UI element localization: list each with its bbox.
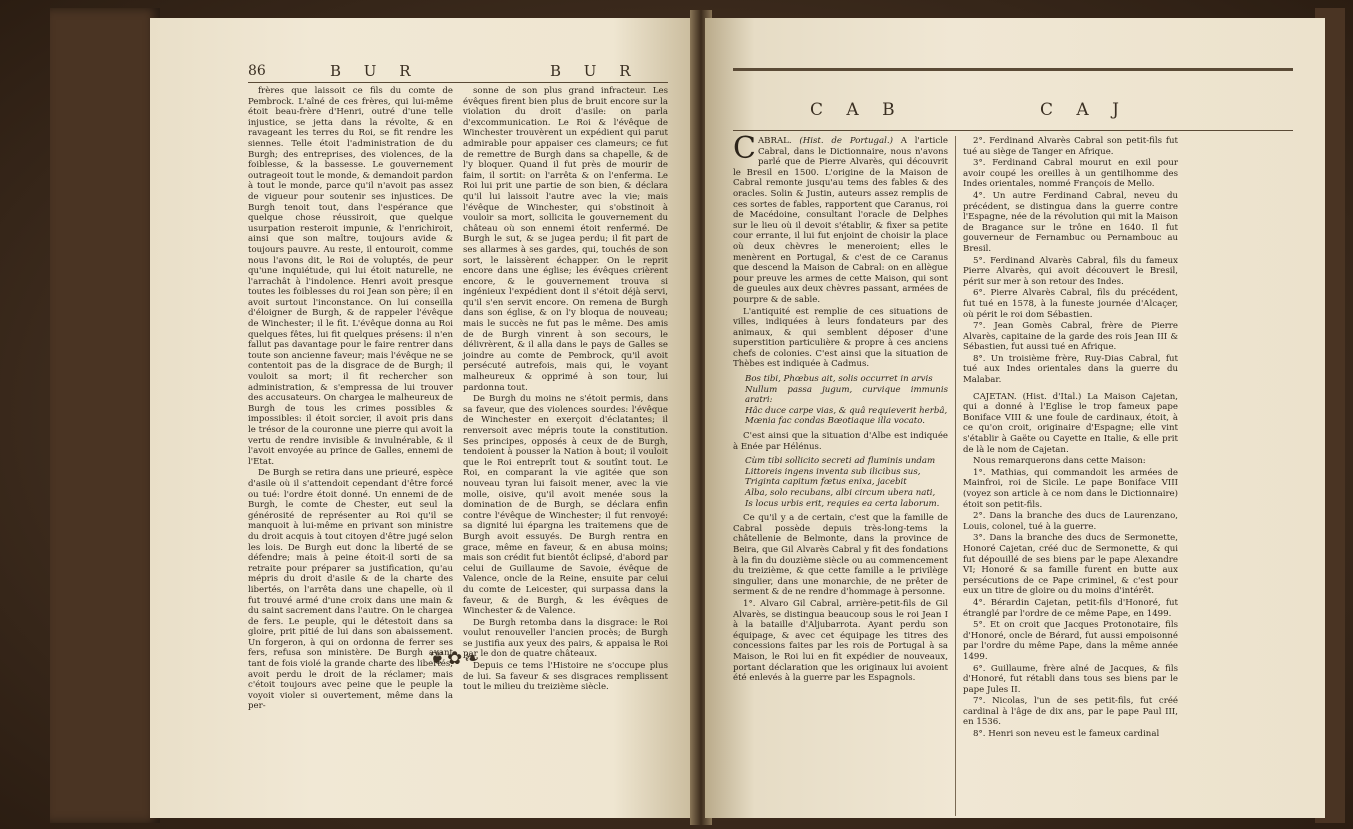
verse-line: Nullum passa jugum, curvique immunis aratri: <box>745 384 948 406</box>
paragraph: Depuis ce tems l'Histoire ne s'occupe plus de lui. Sa faveur & ses disgraces remplissent tout le milieu du treizième siècle. <box>463 661 668 693</box>
left-column-1 <box>248 86 453 786</box>
paragraph: 7°. Jean Gomès Cabral, frère de Pierre Alvarès, capitaine de la garde des rois Jean III & Sébastien, fut aussi tué en Afrique. <box>963 321 1178 353</box>
paragraph: 8°. Un troisième frère, Ruy-Dias Cabral, fut tué aux Indes orientales dans la guerre du Malabar. <box>963 353 1178 386</box>
paragraph: De Burgh du moins ne s'étoit permis, dans sa faveur, que des violences sourdes: l'évêque de Winchester en exerçoit d'éclatantes; il renversoit avec mépris toute la constitution. Ses principes, opposés à ceux de de Burgh, tendoient à pousser la Nation à bout; il vouloit que le Roi entreprît tout & soutînt tout. Le Roi, en comparant la vie agitée que son nouveau tyran lui faisoit mener, avec la vie molle, oisive, qu'il avoit menée sous la domination de de Burgh, se déclara enfin contre l'évêque de Winchester; il fut renvoyé: sa dignité lui épargna les traitemens que de Burgh avoit essuyés. De Burgh rentra en grace, même en faveur, & en abusa moins; mais son crédit fut bientôt éclipsé, d'abord par celui de Guillaume de Savoie, évêque de Valence, oncle de la Reine, ensuite par celui du comte de Leicester, qui surpassa dans la faveur, & de Burgh, & les évêques de Winchester & de Valence. <box>463 394 668 617</box>
verse-line: Mœnia fac condas Bœotiaque illa vocato. <box>745 416 926 427</box>
paragraph: 3°. Ferdinand Cabral mourut en exil pour avoir coupé les oreilles à un gentilhomme des Indes orientales, nommé François de Mello. <box>963 158 1178 190</box>
paragraph: C'est ainsi que la situation d'Albe est indiquée à Enée par Hélénus. <box>733 431 948 452</box>
paragraph: 6°. Pierre Alvarès Cabral, fils du précédent, fut tué en 1578, à la funeste journée d'Alcaçer, où périt le roi dom Sébastien. <box>963 288 1178 320</box>
verse-line: Cùm tibi sollicito secreti ad fluminis undam <box>745 456 936 467</box>
drop-cap: C <box>733 131 756 166</box>
paragraph: 8°. Henri son neveu est le fameux cardinal <box>973 729 1160 740</box>
floral-ornament-icon: ❦✿❧ <box>430 648 482 669</box>
paragraph: 5°. Et on croit que Jacques Protonotaire, fils d'Honoré, oncle de Bérard, fut aussi empoisonné par l'ordre du même Pape, dans la même année 1499. <box>963 620 1178 662</box>
paragraph: 1°. Mathias, qui commandoit les armées de Mainfroi, roi de Sicile. Le pape Boniface VIII (voyez son article à ce nom dans le Dictionnaire) étoit son petit-fils. <box>963 467 1178 510</box>
paragraph: 1°. Alvaro Gil Cabral, arrière-petit-fils de Gil Alvarès, se distingua beaucoup sous le roi Jean I à la bataille d'Aljubarrota. Ayant perdu son équipage, & avec cet équipage les titres des concessions faites par les rois de Portugal à sa Maison, le Roi lui en fit expédier de nouveaux, portant déclaration que les originaux lui avoient été enlevés à la guerre par les Espagnols. <box>733 598 948 684</box>
entry-source: (Hist. de Portugal.) <box>799 136 893 146</box>
header-rule <box>248 82 668 83</box>
verse-block <box>733 374 948 427</box>
right-column-1 <box>733 131 949 816</box>
left-column-2 <box>463 86 668 693</box>
paragraph: Nous remarquerons dans cette Maison: <box>973 456 1146 467</box>
running-head-left: B U R <box>330 62 420 80</box>
paragraph: Ce qu'il y a de certain, c'est que la famille de Cabral possède depuis très-long-tems la châtellenie de Belmonte, dans la province de Beira, que Gil Alvarès Cabral y fit des fondations à la fin du douzième siècle ou au commencement du treizième, & que cette famille a le privilège singulier, dans une monarchie, de ne prêter de serment & de ne rendre d'hommage à personne. <box>733 513 948 598</box>
paragraph: 5°. Ferdinand Alvarès Cabral, fils du fameux Pierre Alvarès, qui avoit découvert le Bresil, périt sur mer à son retour des Indes. <box>963 255 1178 287</box>
verse-line: Bos tibi, Phœbus ait, solis occurret in arvis <box>745 374 933 385</box>
verse-line: Alba, solo recubans, albi circum ubera nati, <box>745 488 936 498</box>
paragraph: 6°. Guillaume, frère aîné de Jacques, & fils d'Honoré, fut rétabli dans tous ses biens par le pape Jules II. <box>963 663 1178 695</box>
paragraph: 4°. Un autre Ferdinand Cabral, neveu du précédent, se distingua dans la guerre contre l'Espagne, née de la révolution qui mit la Maison de Bragance sur le trône en 1640. Il fut gouverneur de Fernambuc ou Pernambouc au Bresil. <box>963 190 1178 254</box>
entry-title: ABRAL. <box>757 136 792 146</box>
paragraph: De Burgh se retira dans une prieuré, espèce d'asile où il s'attendoit cependant d'être forcé ou tué: l'ordre étoit donné. Un ennemi de de Burgh, le comte de Chester, eut seul la générosité de représenter au Roi qu'il se manquoit à lui-même en privant son ministre du droit acquis à tout citoyen d'être jugé selon les lois. De Burgh eut donc la liberté de se défendre; mais à peine étoit-il sorti de sa retraite pour préparer sa justification, qu'au mépris du droit d'asile & de la charte des libertés, on l'arrêta dans une chapelle, où il fut trouvé armé d'une croix dans une main & du saint sacrement dans l'autre. On le chargea de fers. Le peuple, qui le détestoit dans sa gloire, prit pitié de lui dans son abaissement. Un forgeron, à qui on ordonna de ferrer ses fers, refusa son ministère. De Burgh ayant tant de fois violé la grande charte des libertés, avoit perdu le droit de la réclamer; mais c'étoit toujours avec peine que le peuple la voyoit violer si ouvertement, même dans la per- <box>248 468 453 712</box>
right-page <box>705 18 1325 818</box>
paragraph: A l'article Cabral, dans le Dictionnaire, nous n'avons parlé que de Pierre Alvarès, qui découvrit le Bresil en 1500. L'origine de la Maison de Cabral remonte jusqu'au tems des fables & des oracles. Solin & Justin, auteurs assez remplis de ces sortes de fables, rapportent que Caranus, roi de Macédoine, consultant l'oracle de Delphes sur le lieu où il devoit s'établir, & fixer sa petite cour errante, il lui fut enjoint de choisir la place où deux chèvres le meneroient; elles le menèrent en Portugal, & c'est de ce Caranus que descend la Maison de Cabral: on en allègue pour preuve les armes de cette Maison, qui sont de gueules aux deux chèvres passant, armées de pourpre & de sable. <box>733 136 949 305</box>
paragraph: 4°. Bérardin Cajetan, petit-fils d'Honoré, fut étranglé par l'ordre de ce même Pape, en 1499. <box>963 597 1178 619</box>
left-page <box>150 18 695 818</box>
right-column-2 <box>963 136 1178 816</box>
column-divider <box>955 136 956 816</box>
paragraph: 2°. Ferdinand Alvarès Cabral son petit-fils fut tué au siège de Tanger en Afrique. <box>963 136 1178 157</box>
paragraph: L'antiquité est remplie de ces situations de villes, indiquées à leurs fondateurs par des animaux, & qui semblent déposer d'une superstition particulière & propre à ces anciens chefs de colonies. C'est ainsi que la situation de Thèbes est indiquée à Cadmus. <box>733 306 948 370</box>
verse-line: Littoreis ingens inventa sub ilicibus sus, <box>745 466 921 477</box>
paragraph: sonne de son plus grand infracteur. Les évêques firent bien plus de bruit encore sur la violation du droit d'asile: on parla d'excommunication. Le Roi & l'évêque de Winchester trouvèrent un expédient qui parut admirable pour appaiser ces clameurs; ce fut de remettre de Burgh dans sa chapelle, & de l'y bloquer. Quand il fut près de mourir de faim, il sortit: on l'arrêta & on l'enferma. Le Roi lui prit une partie de son bien, & déclara qu'il lui laissoit l'autre avec la vie; mais l'évêque de Winchester, qui s'obstinoit à vouloir sa mort, sollicita le gouvernement du château où son ennemi étoit renfermé. De Burgh le sut, & se jugea perdu; il fit part de ses allarmes à ses gardes, qui, touchés de son sort, le laissèrent échapper. On le reprit encore dans une église; les évêques crièrent encore, & le gouvernement trouva si ingénieux l'expédient dont il s'étoit déjà servi, qu'il s'en servit encore. On remena de Burgh dans son église, & on l'y bloqua de nouveau; mais le succès ne fut pas le même. Des amis de de Burgh vinrent à son secours, le délivrèrent, & il alla dans le pays de Galles se joindre au comte de Pembrock, qu'il avoit persécuté autrefois, mais qui, le voyant malheureux & opprimé à son tour, lui pardonna tout. <box>463 86 668 393</box>
book-cover-left <box>50 8 160 823</box>
paragraph: 7°. Nicolas, l'un de ses petit-fils, fut créé cardinal à l'âge de dix ans, par le pape Paul III, en 1536. <box>963 696 1178 728</box>
header-rule-top <box>733 68 1293 71</box>
verse-line: Hâc duce carpe vias, & quâ requieverit herbâ, <box>745 405 948 416</box>
header-rule-bottom <box>733 130 1293 131</box>
page-number: 86 <box>248 63 266 79</box>
verse-line: Is locus urbis erit, requies ea certa laborum. <box>745 498 940 509</box>
paragraph: 3°. Dans la branche des ducs de Sermonette, Honoré Cajetan, créé duc de Sermonette, & qui fut dépouillé de ses biens par le pape Alexandre VI; Honoré & sa famille furent en butte aux persécutions de ce Pape criminel, & c'est pour eux un titre de gloire ou du moins d'intérêt. <box>963 533 1178 597</box>
paragraph: De Burgh retomba dans la disgrace: le Roi voulut renouveller l'ancien procès; de Burgh se justifia aux yeux des pairs, & appaisa le Roi par le don de quatre châteaux. <box>463 617 668 660</box>
running-head-right: B U R <box>550 62 640 80</box>
paragraph: frères que laissoit ce fils du comte de Pembrock. L'aîné de ces frères, qui lui-même étoit beau-frère d'Henri, outré d'une telle injustice, se jetta dans la révolte, & en ravageant les terres du Roi, se fit rendre les siennes. Telle étoit l'administration de du Burgh; des entreprises, des violences, de la foiblesse, & la bassesse. Le gouvernement outrageoit tout le monde, & demandoit pardon à tout le monde, parce qu'il n'avoit pas assez de vigueur pour soutenir ses injustices. De Burgh tenoit tout, dans l'espérance que quelque chose réussiroit, que quelque usurpation resteroit impunie, & l'enrichiroit, ainsi que son maître, toujours avide & toujours pauvre. Au reste, il entouroit, comme nous l'avons dit, le Roi de voluptés, de peur qu'une inquiétude, qui lui étoit naturelle, ne l'arrachât à l'indolence. Henri avoit presque toutes les foiblesses du roi Jean son père; il en avoit surtout l'inconstance. On lui conseilla d'éloigner de Burgh, & de rappeler l'évêque de Winchester; il le fit. L'évêque donna au Roi quelques fêtes, lui fit quelques présens: il n'en fallut pas davantage pour le faire rentrer dans toute son ancienne faveur; mais l'évêque ne se contentoit pas de la disgrace de de Burgh; il vouloit sa mort; il fit rechercher son administration, & s'empressa de lui trouver des accusateurs. On chargea le malheureux de Burgh de tous les crimes possibles & impossibles: il étoit sorcier, il avoit pris dans le trésor de la couronne une pierre qui avoit la vertu de rendre invisible & invulnérable, & il l'avoit envoyée au prince de Galles, ennemi de l'Etat. <box>248 86 453 467</box>
running-head-left: C A B <box>810 100 904 120</box>
paragraph: 2°. Dans la branche des ducs de Laurenzano, Louis, colonel, tué à la guerre. <box>963 511 1178 532</box>
paragraph: CAJETAN. (Hist. d'Ital.) La Maison Cajetan, qui a donné à l'Eglise le trop fameux pape Boniface VIII & une foule de cardinaux, étoit, à ce qu'on croit, originaire d'Espagne; elle vint s'établir à Gaëte ou Cayette en Italie, & elle prit de là le nom de Cajetan. <box>963 391 1178 455</box>
verse-block <box>733 456 948 509</box>
running-head-right: C A J <box>1040 100 1128 120</box>
verse-line: Triginta capitum fœtus enixa, jacebit <box>745 477 907 488</box>
